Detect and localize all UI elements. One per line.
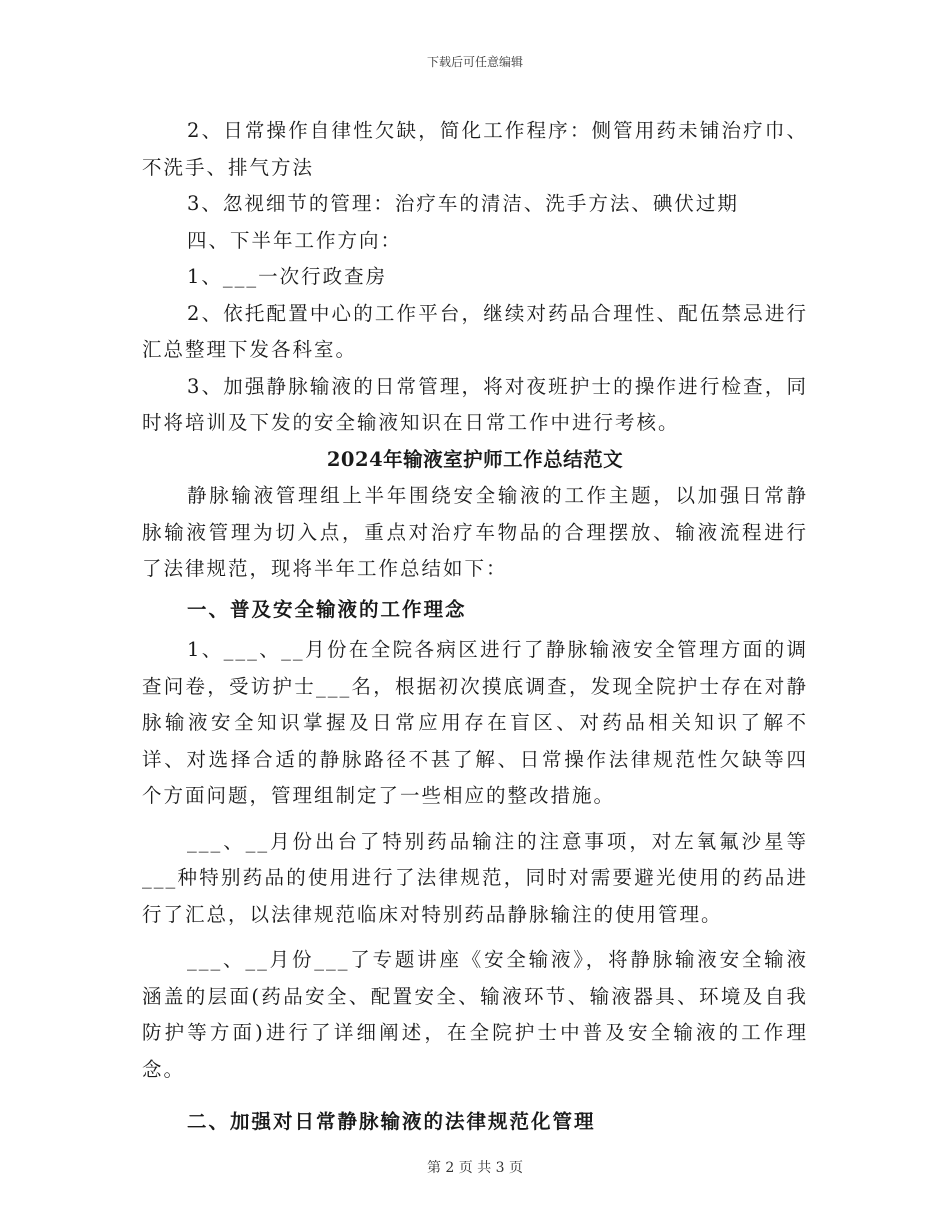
paragraph: ___、__月份出台了特别药品输注的注意事项，对左氧氟沙星等___种特别药品的使用进行了法律规范，同时对需要避光使用的药品进行了汇总，以法律规范临床对特别药品静脉输注的使用管理。 <box>142 829 808 926</box>
paragraph: 1、___、__月份在全院各病区进行了静脉输液安全管理方面的调查问卷，受访护士___名，根据初次摸底调查，发现全院护士存在对静脉输液安全知识掌握及日常应用存在盲区、对药品相关知识了解不详、对选择合适的静脉路径不甚了解、日常操作法律规范性欠缺等四个方面问题，管理组制定了一些相应的整改措施。 <box>142 638 808 807</box>
section-heading: 二、加强对日常静脉输液的法律规范化管理 <box>187 1110 596 1133</box>
section-heading: 一、普及安全输液的工作理念 <box>187 597 467 621</box>
paragraph: 2、依托配置中心的工作平台，继续对药品合理性、配伍禁忌进行汇总整理下发各科室。 <box>142 301 808 361</box>
page-footer: 第 2 页 共 3 页 <box>426 1160 524 1176</box>
document-title: 2024年输液室护师工作总结范文 <box>326 447 624 471</box>
page-header: 下载后可任意编辑 <box>426 55 523 69</box>
paragraph: 3、忽视细节的管理：治疗车的清洁、洗手方法、碘伏过期 <box>187 192 739 215</box>
paragraph: ___、__月份___了专题讲座《安全输液》，将静脉输液安全输液涵盖的层面(药品安全、配置安全、输液环节、输液器具、环境及自我防护等方面)进行了详细阐述，在全院护士中普及安全输液的工作理念。 <box>142 948 808 1081</box>
section-heading: 四、下半年工作方向： <box>187 228 403 252</box>
paragraph: 3、加强静脉输液的日常管理，将对夜班护士的操作进行检查，同时将培训及下发的安全输液知识在日常工作中进行考核。 <box>142 374 808 434</box>
paragraph: 1、___一次行政查房 <box>187 265 388 288</box>
paragraph: 2、日常操作自律性欠缺，简化工作程序：侧管用药未铺治疗巾、不洗手、排气方法 <box>142 119 808 179</box>
paragraph: 静脉输液管理组上半年围绕安全输液的工作主题，以加强日常静脉输液管理为切入点，重点对治疗车物品的合理摆放、输液流程进行了法律规范，现将半年工作总结如下： <box>142 484 808 580</box>
document-body <box>142 113 808 1145</box>
